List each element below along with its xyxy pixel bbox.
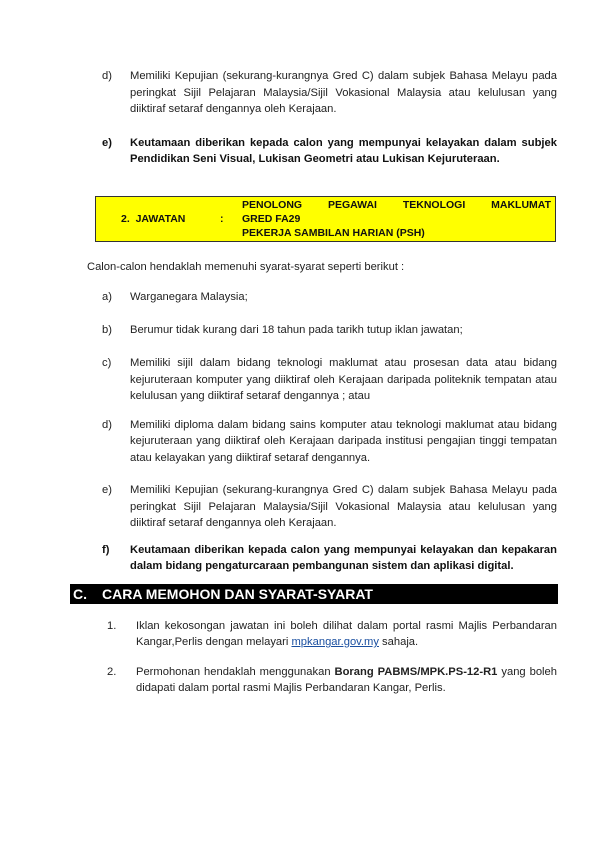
position-type: PEKERJA SAMBILAN HARIAN (PSH) (242, 226, 425, 239)
item-label: f) (102, 543, 110, 556)
position-key: 2. JAWATAN (121, 212, 186, 225)
step-text: sahaja. (378, 636, 419, 648)
requirement-d-top (102, 68, 557, 118)
item-text: Memiliki sijil dalam bidang teknologi maklumat atau prosesan data atau bidang kejuruteraan komputer yang diiktiraf oleh Kerajaan daripada politeknik tempatan atau kelulusan yang diiktiraf setaraf dengannya ; atau (130, 357, 557, 402)
requirement-a (102, 289, 557, 306)
intro-text: Calon-calon hendaklah memenuhi syarat-syarat seperti berikut : (87, 260, 405, 273)
section-title: CARA MEMOHON DAN SYARAT-SYARAT (102, 585, 373, 602)
form-name: Borang PABMS/MPK.PS-12-R1 (334, 665, 498, 678)
requirement-e-top (102, 135, 557, 168)
step-1 (107, 618, 557, 651)
step-1-text (136, 618, 557, 651)
item-label: d) (102, 70, 112, 82)
requirement-b (102, 322, 557, 339)
position-colon: : (220, 212, 224, 225)
step-text: yang boleh didapati dalam portal rasmi Majlis Perbandaran Kangar, Perlis. (136, 665, 557, 694)
step-text: Permohonan hendaklah menggunakan (136, 665, 335, 678)
item-label: d) (102, 418, 112, 431)
item-label: a) (102, 291, 112, 303)
requirement-f (102, 542, 557, 575)
position-box (95, 196, 556, 242)
requirement-e (102, 482, 557, 532)
item-text: Keutamaan diberikan kepada calon yang mempunyai kelayakan dan kepakaran dalam bidang pengaturcaraan pembangunan sistem dan aplikasi digital. (130, 543, 557, 572)
item-label: e) (102, 484, 112, 496)
step-number: 1. (107, 619, 117, 632)
step-text: Iklan kekosongan jawatan ini boleh dilihat dalam portal rasmi Majlis Perbandaran Kangar,Perlis dengan melayari (136, 619, 557, 648)
item-text: Memiliki Kepujian (sekurang-kurangnya Gred C) dalam subjek Bahasa Melayu pada peringkat Sijil Pelajaran Malaysia/Sijil Vokasional Malaysia atau kelulusan yang diiktiraf setaraf dengannya oleh Kerajaan. (130, 484, 557, 529)
step-2 (107, 664, 557, 697)
item-text: Memiliki diploma dalam bidang sains komputer atau teknologi maklumat atau bidang kejuruteraan yang diiktiraf oleh Kerajaan daripada institusi pengajian tinggi tempatan atau kelayakan yang diiktiraf setaraf dengannya. (130, 418, 557, 464)
section-letter: C. (73, 585, 87, 602)
requirement-c (102, 355, 557, 405)
requirement-d (102, 417, 557, 467)
step-2-text (136, 664, 557, 697)
website-link[interactable]: mpkangar.gov.my (291, 636, 379, 648)
section-c-header (70, 584, 558, 604)
item-text: Berumur tidak kurang dari 18 tahun pada tarikh tutup iklan jawatan; (130, 323, 463, 336)
item-text: Memiliki Kepujian (sekurang-kurangnya Gred C) dalam subjek Bahasa Melayu pada peringkat Sijil Pelajaran Malaysia/Sijil Vokasional Malaysia atau kelulusan yang diiktiraf setaraf dengannya oleh Kerajaan. (130, 70, 557, 115)
position-grade: GRED FA29 (242, 212, 301, 225)
item-label: b) (102, 323, 112, 336)
step-number: 2. (107, 665, 117, 678)
item-label: e) (102, 136, 112, 149)
item-text: Warganegara Malaysia; (130, 291, 248, 303)
item-text: Keutamaan diberikan kepada calon yang mempunyai kelayakan dalam subjek Pendidikan Seni Visual, Lukisan Geometri atau Lukisan Kejuruteraan. (130, 136, 557, 165)
position-title: PENOLONG PEGAWAI TEKNOLOGI MAKLUMAT (242, 198, 551, 211)
item-label: c) (102, 357, 112, 369)
